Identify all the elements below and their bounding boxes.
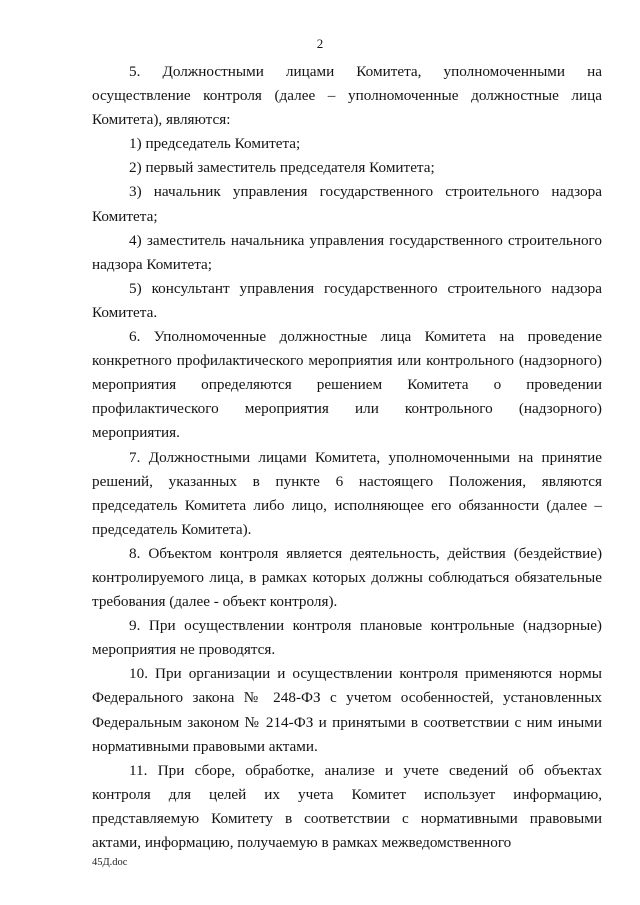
paragraph-5: 5. Должностными лицами Комитета, уполномоченными на осуществление контроля (далее – уполномоченные должностные лица Комитета), являются: — [92, 63, 602, 129]
page-number: 2 — [316, 36, 324, 51]
paragraph-9: 9. При осуществлении контроля плановые контрольные (надзорные) мероприятия не проводятся. — [92, 617, 602, 659]
list-item-5: 5) консультант управления государственного строительного надзора Комитета. — [92, 279, 602, 321]
paragraph-8: 8. Объектом контроля является деятельность, действия (бездействие) контролируемого лица, в рамках которых должны соблюдаться обязательные требования (далее - объект контроля). — [92, 544, 602, 611]
paragraph-10: 10. При организации и осуществлении контроля применяются нормы Федерального закона № 248-ФЗ с учетом особенностей, установленных Федеральным законом № 214-ФЗ и принятыми в соответствии с ним иными нормативными правовыми актами. — [92, 665, 602, 755]
document-body — [92, 60, 602, 855]
list-item-3: 3) начальник управления государственного строительного надзора Комитета; — [92, 183, 602, 225]
file-name-footer: 45Д.doc — [92, 857, 128, 868]
list-item-2: 2) первый заместитель председателя Комитета; — [129, 159, 435, 177]
paragraph-11: 11. При сборе, обработке, анализе и учете сведений об объектах контроля для целей их учета Комитет использует информацию, представляемую Комитету в соответствии с нормативными правовыми актами, информацию, получаемую в рамках межведомственного — [92, 761, 602, 851]
list-item-1: 1) председатель Комитета; — [129, 135, 301, 153]
paragraph-6: 6. Уполномоченные должностные лица Комитета на проведение конкретного профилактического мероприятия или контрольного (надзорного) мероприятия определяются решением Комитета о проведении профилактического мероприятия или контрольного (надзорного) мероприятия. — [92, 328, 602, 442]
paragraph-7: 7. Должностными лицами Комитета, уполномоченными на принятие решений, указанных в пункте 6 настоящего Положения, являются председатель Комитета либо лицо, исполняющее его обязанности (далее – председатель Комитета). — [92, 448, 602, 538]
list-item-4: 4) заместитель начальника управления государственного строительного надзора Комитета; — [92, 231, 602, 273]
